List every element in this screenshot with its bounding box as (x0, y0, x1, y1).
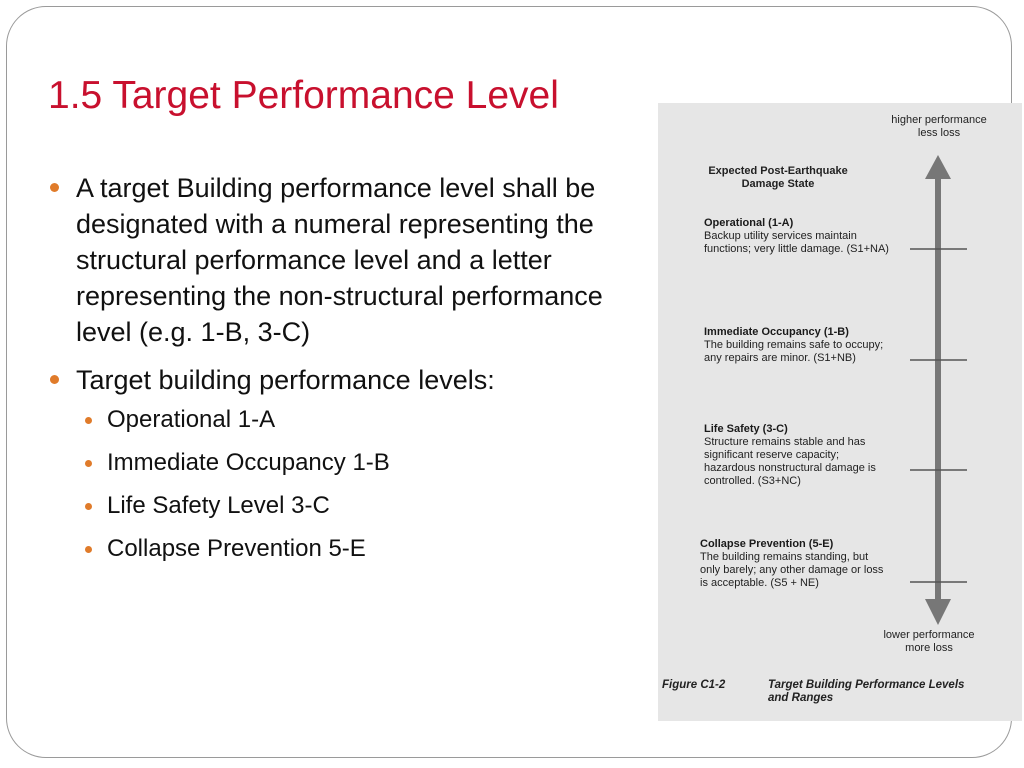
sub-bullet-item (76, 447, 630, 479)
level-immediate-occupancy: Immediate Occupancy (1-B) The building remains safe to occupy; any repairs are minor. (S1+NB) (704, 326, 884, 364)
sub-bullet-text: Immediate Occupancy 1-B (107, 449, 390, 476)
level-collapse-prevention: Collapse Prevention (5-E) The building remains standing, but only barely; any other damage or loss is acceptable. (S5 + NE) (700, 538, 884, 589)
sub-bullet-item (76, 533, 630, 565)
bottom-performance-label: lower performance more loss (883, 629, 975, 654)
sub-bullet-dot-icon (85, 546, 92, 553)
sub-bullet-dot-icon (85, 460, 92, 467)
level-life-safety: Life Safety (3-C) Structure remains stable and has significant reserve capacity; hazardous nonstructural damage is controlled. (S3+NC) (704, 423, 876, 487)
figure-caption: Target Building Performance Levels and Ranges (768, 679, 965, 704)
bullet-item (50, 362, 630, 565)
bullet-dot-icon (50, 183, 59, 192)
sub-bullet-text: Operational 1-A (107, 406, 276, 433)
bullet-text: A target Building performance level shall be designated with a numeral representing the structural performance level and a letter representing the non-structural performance level (e.g. 1-B, 3-C) (76, 173, 603, 347)
sub-bullet-text: Collapse Prevention 5-E (107, 535, 366, 562)
sub-bullet-item (76, 404, 630, 436)
sub-bullet-text: Life Safety Level 3-C (107, 492, 330, 519)
figure-number: Figure C1-2 (662, 679, 726, 691)
sub-bullet-item (76, 490, 630, 522)
damage-state-header: Expected Post-Earthquake Damage State (708, 165, 848, 190)
slide-title: 1.5 Target Performance Level (48, 74, 559, 117)
level-operational: Operational (1-A) Backup utility services maintain functions; very little damage. (S1+NA) (704, 217, 889, 255)
sub-bullet-list (76, 404, 630, 565)
bullet-item (50, 170, 630, 350)
bullet-text: Target building performance levels: (76, 365, 495, 395)
top-performance-label: higher performance less loss (891, 114, 987, 139)
sub-bullet-dot-icon (85, 417, 92, 424)
bullet-dot-icon (50, 375, 59, 384)
sub-bullet-dot-icon (85, 503, 92, 510)
performance-levels-figure (658, 103, 1022, 721)
bullet-list (50, 170, 630, 577)
